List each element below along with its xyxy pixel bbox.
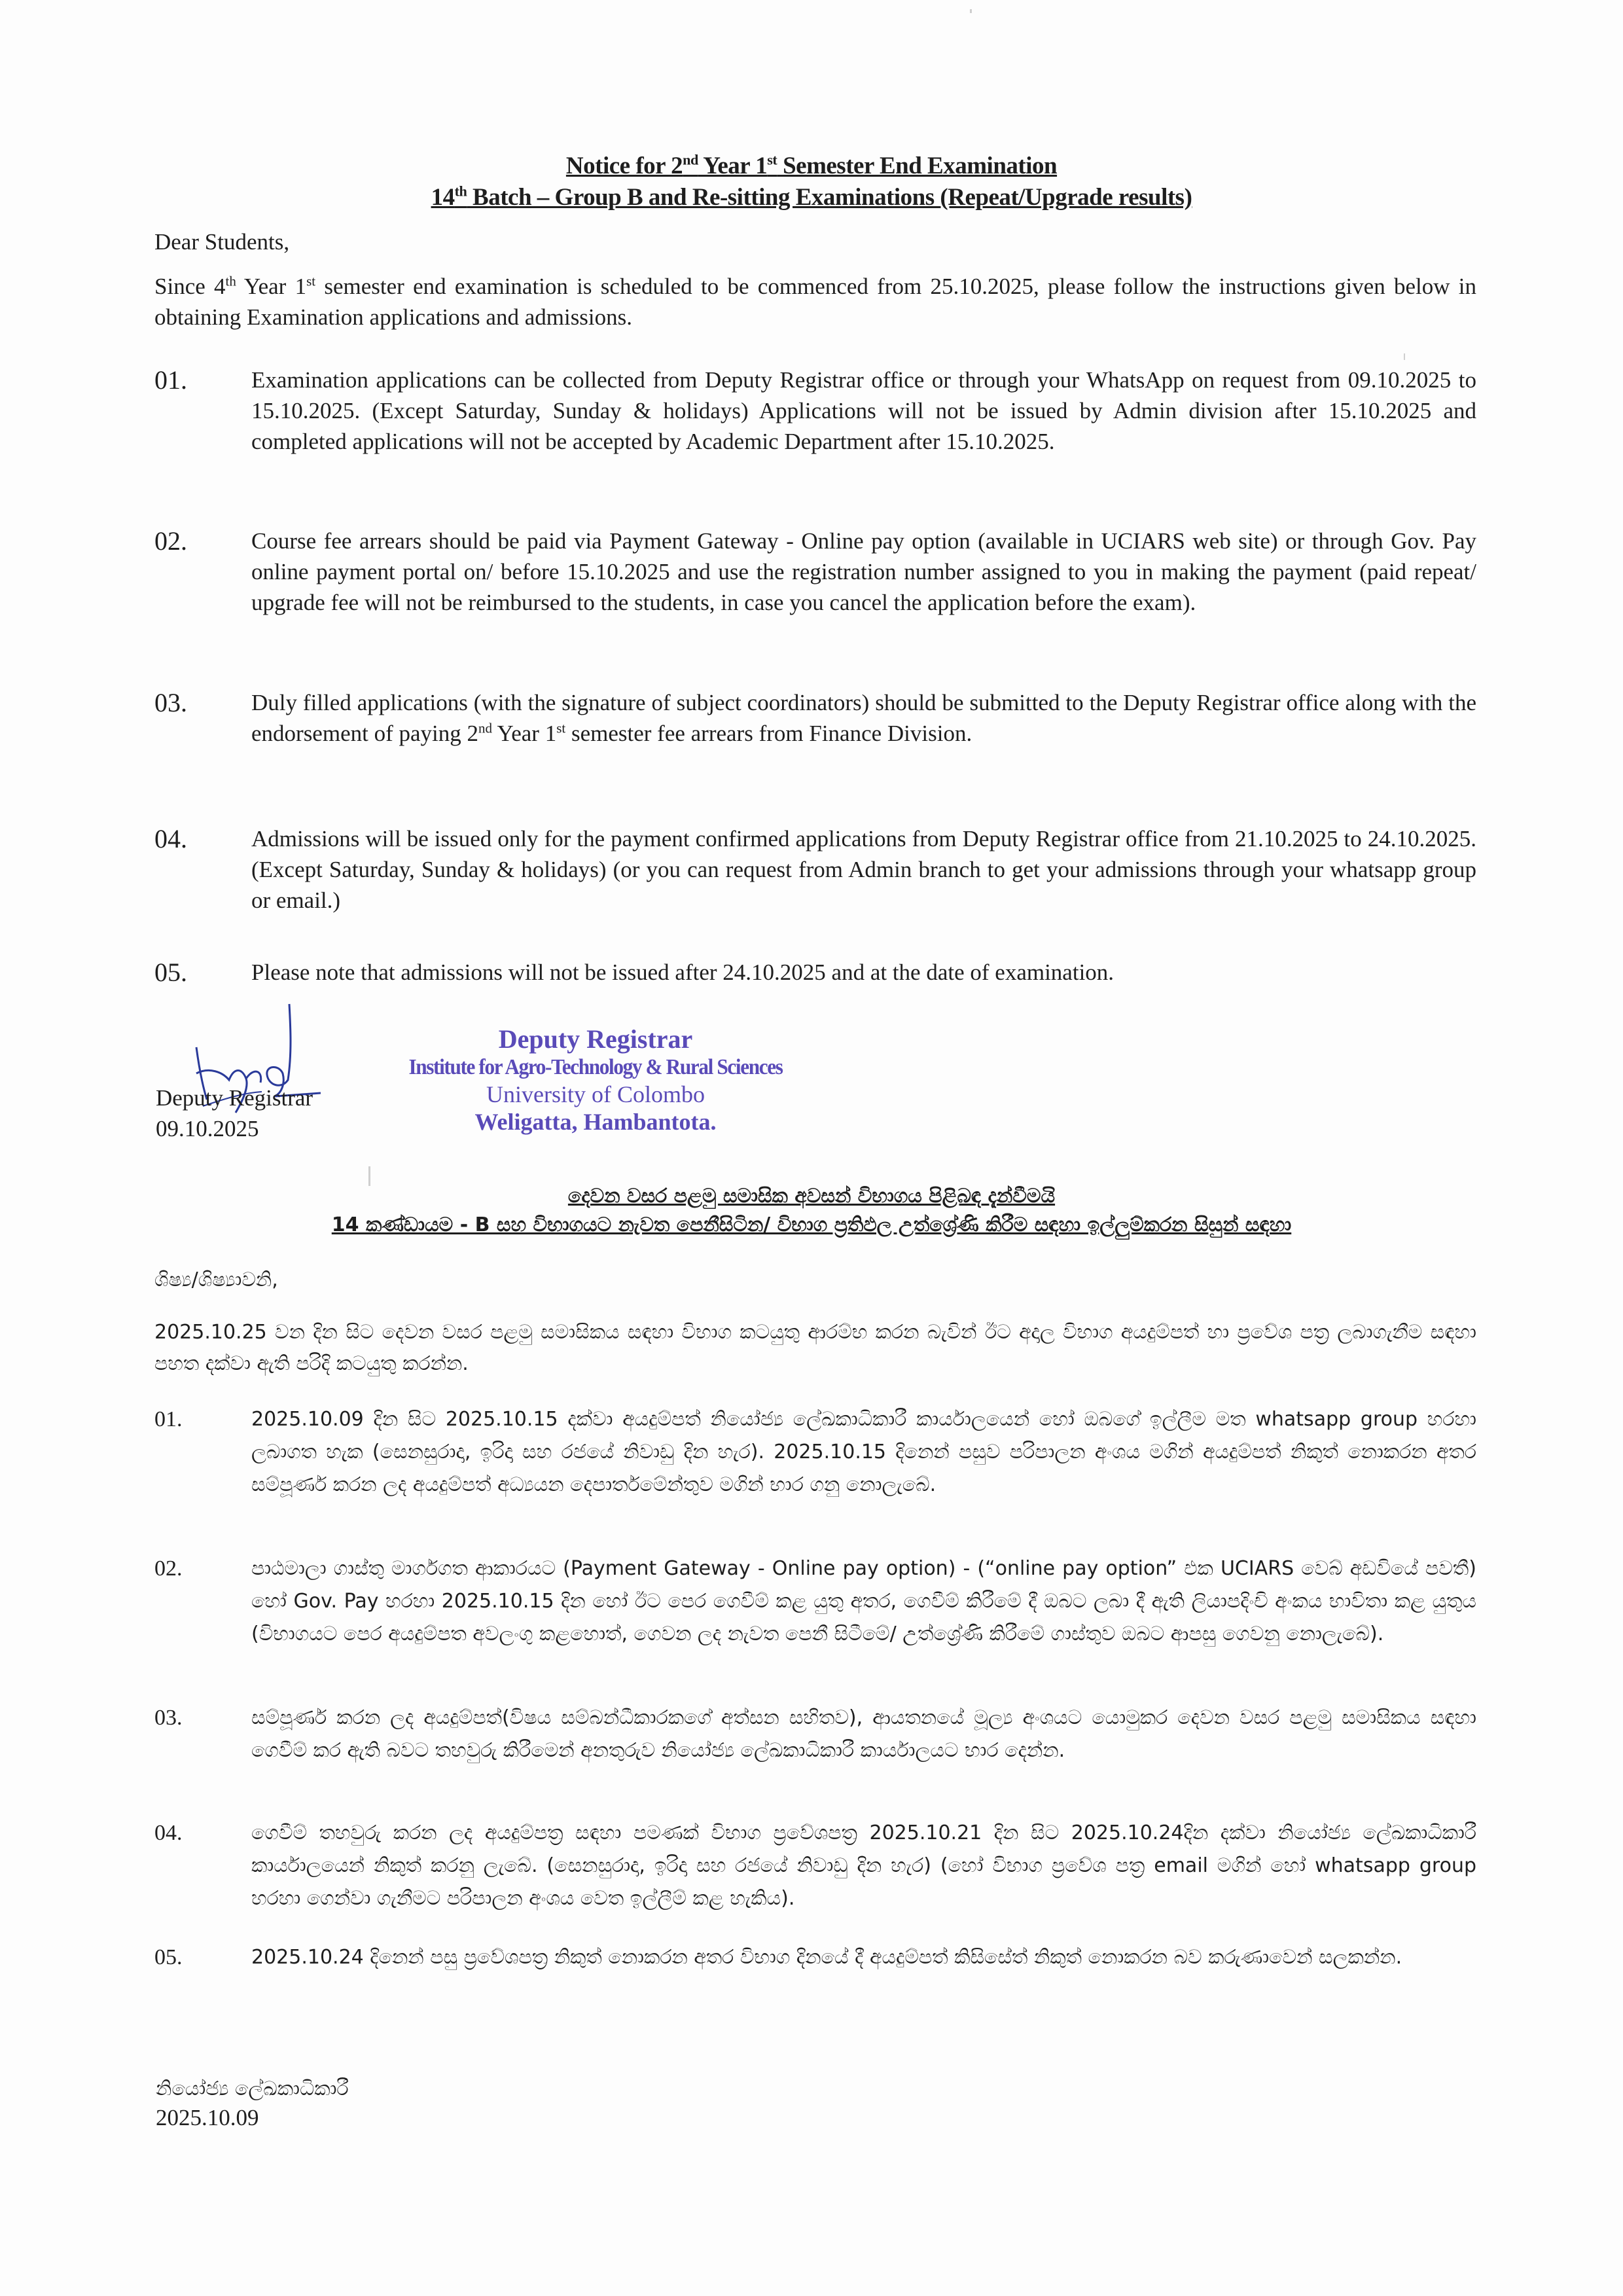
item-superscript: nd	[478, 720, 492, 736]
title-text: Year 1	[698, 152, 768, 179]
intro-text: Since 4	[154, 274, 226, 299]
item-number: 01.	[154, 1407, 183, 1431]
stamp-institute: Institute for Agro-Technology & Rural Sciences	[408, 1055, 783, 1079]
item-number: 04.	[154, 824, 187, 853]
english-title-line-2	[0, 182, 1623, 213]
sinhala-title-line-1: දෙවන වසර පළමු සමාසික අවසන් විභාගය පිළිබඳ දැන්වීමයි	[567, 1185, 1056, 1208]
item-number: 03.	[154, 688, 187, 717]
item-text	[251, 687, 1476, 749]
english-intro	[154, 271, 1476, 332]
item-number: 04.	[154, 1821, 183, 1845]
scan-speck	[970, 9, 972, 13]
intro-superscript: st	[306, 273, 316, 289]
title-text: Semester End Examination	[777, 152, 1058, 179]
item-text: Examination applications can be collected from Deputy Registrar office or through your WhatsApp on request from 09.10.2025 to 15.10.2025. (Except Saturday, Sunday & holidays) Applications will not be issued by Admin division after 15.10.2025 and completed applications will not be accepted by Academic Department after 15.10.2025.	[251, 367, 1476, 454]
intro-text: Year 1	[236, 274, 307, 299]
item-number: 01.	[154, 365, 187, 395]
item-number: 05.	[154, 958, 187, 987]
english-title-line-1	[0, 151, 1623, 182]
english-salutation: Dear Students,	[154, 229, 290, 255]
english-signature-date: 09.10.2025	[156, 1116, 259, 1141]
item-text: ගෙවීම් තහවුරු කරන ලද අයදුම්පත්‍ර සඳහා පමණක් විභාග ප්‍රවේශපත්‍ර 2025.10.21 දින සිට 2025.10.24දින දක්වා නියෝජ්‍ය ලේඛකාධිකාරී කාර්යාලයෙන් නිකුත් කරනු ලැබේ. (සෙනසුරාදා, ඉරිදා සහ රජයේ නිවාඩු දින හැර) (හෝ විභාග ප්‍රවේශ පත්‍ර email මගින් හෝ whatsapp group හරහා ගෙන්වා ගැනීමට පරිපාලන අංශය වෙත ඉල්ලීම් කළ හැකිය).	[251, 1821, 1476, 1910]
title-superscript: st	[767, 151, 777, 168]
sinhala-signatory-title: නියෝජ්‍ය ලේඛකාධිකාරී	[156, 2077, 349, 2100]
sinhala-salutation: ශිෂ්‍ය/ශිෂ්‍යාවනි,	[154, 1268, 278, 1291]
item-text: 2025.10.24 දිනෙන් පසු ප්‍රවේශපත්‍ර නිකුත් නොකරන අතර විභාග දිනයේ දී අයදුම්පත් කිසිසේත් නිකුත් නොකරන බව කරුණාවෙන් සලකන්න.	[251, 1946, 1402, 1969]
title-text: Batch – Group B and Re-sitting Examinations (Repeat/Upgrade results)	[467, 184, 1192, 211]
sinhala-signature-date: 2025.10.09	[156, 2105, 259, 2130]
stamp-university: University of Colombo	[486, 1081, 705, 1107]
item-text: පාඨමාලා ගාස්තු මාර්ගගත ආකාරයට (Payment Gateway - Online pay option) - (“online pay option” එක UCIARS වෙබ් අඩවියේ පවතී) හෝ Gov. Pay හරහා 2025.10.15 දින හෝ ඊට පෙර ගෙවීම් කළ යුතු අතර, ගෙවීම් කිරීමේ දී ඔබට ලබා දී ඇති ලියාපදිංචි අංකය භාවිතා කළ යුතුය (විභාගයට පෙර අයදුම්පත අවලංගු කළහොත්, ගෙවන ලද නැවත පෙනී සිටීමේ/ උත්ශ්‍රේණි කිරීමේ ගාස්තුව ඔබට ආපසු ගෙවනු නොලැබේ).	[251, 1557, 1476, 1645]
title-text: Notice for 2	[565, 152, 683, 179]
sinhala-title-line-2: 14 කණ්ඩායම - B සහ විභාගයට නැවත පෙනීසිටින/ විභාග ප්‍රතිඵල උත්ශ්‍රේණි කිරීම සඳහා ඉල්ලුම්කරන සිසුන් සඳහා	[331, 1213, 1292, 1236]
title-superscript: th	[454, 183, 467, 200]
item-number: 05.	[154, 1945, 183, 1969]
item-text-part: semester fee arrears from Finance Division.	[565, 721, 972, 746]
item-text: Admissions will be issued only for the payment confirmed applications from Deputy Registrar office from 21.10.2025 to 24.10.2025. (Except Saturday, Sunday & holidays) (or you can request from Admin branch to get your admissions through your whatsapp group or email.)	[251, 826, 1476, 913]
scan-speck	[368, 1166, 370, 1186]
sinhala-intro: 2025.10.25 වන දින සිට දෙවන වසර පළමු සමාසිකය සඳහා විභාග කටයුතු ආරම්භ කරන බැවින් ඊට අදාල විභාග අයදුම්පත් හා ප්‍රවේශ පත්‍ර ලබාගැනීම සඳහා පහත දක්වා ඇති පරිදි කටයුතු කරන්න.	[154, 1321, 1476, 1375]
stamp-title: Deputy Registrar	[498, 1024, 693, 1054]
scan-speck	[1404, 353, 1405, 360]
item-text: Course fee arrears should be paid via Payment Gateway - Online pay option (available in UCIARS web site) or through Gov. Pay online payment portal on/ before 15.10.2025 and use the registration number assigned to you in making the payment (paid repeat/ upgrade fee will not be reimbursed to the students, in case you cancel the application before the exam).	[251, 528, 1476, 615]
item-text-part: Year 1	[492, 721, 557, 746]
item-superscript: st	[556, 720, 566, 736]
intro-text: semester end examination is scheduled to be commenced from 25.10.2025, please follow the instructions given below in obtaining Examination applications and admissions.	[154, 274, 1476, 330]
item-number: 02.	[154, 526, 187, 556]
item-number: 02.	[154, 1556, 183, 1581]
item-number: 03.	[154, 1706, 183, 1730]
english-signatory-title: Deputy Registrar	[156, 1085, 313, 1111]
official-stamp	[380, 1024, 812, 1136]
item-text: සම්පූර්ණ කරන ලද අයදුම්පත්(විෂය සම්බන්ධීකාරකගේ අත්සන සහිතව), ආයතනයේ මූල්‍ය අංශයට යොමුකර දෙවන වසර පළමු සමාසිකය සඳහා ගෙවීම් කර ඇති බවට තහවුරු කිරීමෙන් අනතුරුව නියෝජ්‍ය ලේඛකාධිකාරී කාර්යාලයට භාර දෙන්න.	[251, 1706, 1476, 1762]
stamp-location: Weligatta, Hambantota.	[474, 1109, 717, 1135]
title-superscript: nd	[683, 151, 698, 168]
item-text: 2025.10.09 දින සිට 2025.10.15 දක්වා අයදුම්පත් නියෝජ්‍ය ලේඛකාධිකාරී කාර්යාලයෙන් හෝ ඔබගේ ඉල්ලීම මත whatsapp group හරහා ලබාගත හැක (සෙනසුරාදා, ඉරිදා සහ රජයේ නිවාඩු දින හැර). 2025.10.15 දිනෙන් පසුව පරිපාලන අංශය මගින් අයදුම්පත් නිකුත් නොකරන අතර සම්පූර්ණ කරන ලද අයදුම්පත් අධ්‍යයන දෙපාර්තමේන්තුව මගින් භාර ගනු නොලැබේ.	[251, 1408, 1476, 1496]
intro-superscript: th	[225, 273, 236, 289]
title-text: 14	[431, 184, 455, 211]
item-text-part: Duly filled applications (with the signature of subject coordinators) should be submitted to the Deputy Registrar office along with the endorsement of paying 2	[251, 690, 1476, 746]
item-text: Please note that admissions will not be issued after 24.10.2025 and at the date of examination.	[251, 960, 1115, 985]
